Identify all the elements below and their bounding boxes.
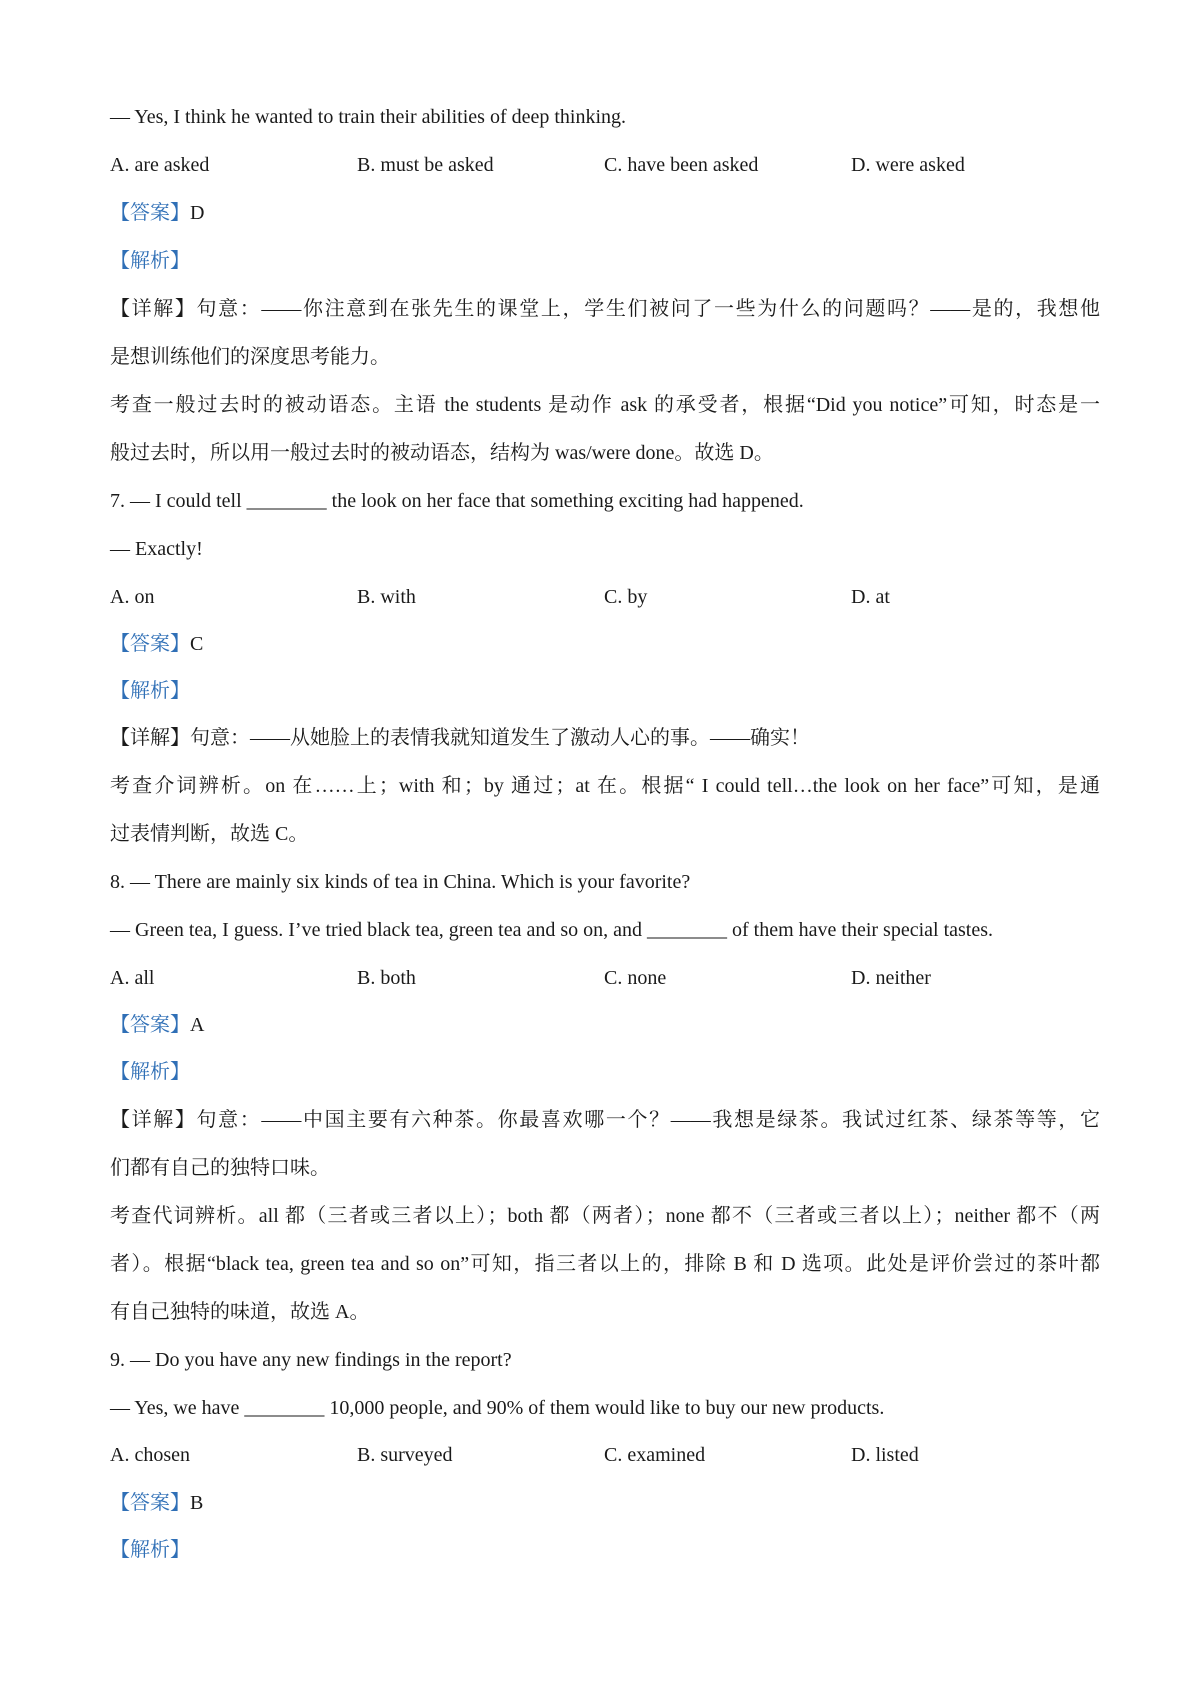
- q9-option-d: D. listed: [851, 1444, 919, 1466]
- q8-stem: 8. — There are mainly six kinds of tea in China. Which is your favorite?: [110, 871, 691, 893]
- answer-value: A: [190, 1014, 205, 1036]
- q7-analysis: [110, 677, 1100, 705]
- q7-reply: — Exactly!: [110, 538, 203, 560]
- detail-text: 句意：——你注意到在张先生的课堂上，学生们被问了一些为什么的问题吗？——是的，我想他: [196, 298, 1101, 320]
- q7-stem: 7. — I could tell ________ the look on her face that something exciting had happened.: [110, 490, 804, 512]
- q9-answer: [110, 1489, 1100, 1517]
- q7-answer: [110, 630, 1100, 658]
- q6-option-d: D. were asked: [851, 154, 965, 176]
- q8-detail-line-2: 们都有自己的独特口味。: [110, 1157, 330, 1179]
- q7-option-d: D. at: [851, 586, 890, 608]
- q6-option-b: B. must be asked: [357, 154, 494, 176]
- analysis-tag: 【解析】: [110, 680, 190, 702]
- q8-option-d: D. neither: [851, 967, 931, 989]
- q7-option-c: C. by: [604, 586, 648, 608]
- q8-detail-line-1: [110, 1106, 1100, 1134]
- q6-answer: [110, 199, 1100, 227]
- q7-option-a: A. on: [110, 586, 155, 608]
- q9-option-a: A. chosen: [110, 1444, 190, 1466]
- answer-tag: 【答案】: [110, 633, 190, 655]
- q6-detail-line-1: [110, 295, 1100, 323]
- q6-option-c: C. have been asked: [604, 154, 759, 176]
- answer-tag: 【答案】: [110, 1492, 190, 1514]
- q6-explain-line-1: 考查一般过去时的被动语态。主语 the students 是动作 ask 的承受者，根据“Did you notice”可知，时态是一: [110, 394, 1100, 416]
- q7-option-b: B. with: [357, 586, 416, 608]
- q7-explain-line-1: 考查介词辨析。on 在……上；with 和；by 通过；at 在。根据“ I could tell…the look on her face”可知，是通: [110, 775, 1100, 797]
- q9-option-b: B. surveyed: [357, 1444, 453, 1466]
- answer-tag: 【答案】: [110, 1014, 190, 1036]
- q6-detail-line-2: 是想训练他们的深度思考能力。: [110, 346, 390, 368]
- q6-explain-line-2: 般过去时，所以用一般过去时的被动语态，结构为 was/were done。故选 D。: [110, 442, 774, 464]
- detail-tag: 【详解】: [110, 727, 190, 749]
- q6-option-a: A. are asked: [110, 154, 210, 176]
- answer-tag: 【答案】: [110, 202, 190, 224]
- q8-answer: [110, 1011, 1100, 1039]
- q7-explain-line-2: 过表情判断，故选 C。: [110, 823, 309, 845]
- analysis-tag: 【解析】: [110, 1061, 190, 1083]
- q9-analysis: [110, 1536, 1100, 1564]
- q9-reply: — Yes, we have ________ 10,000 people, and 90% of them would like to buy our new products.: [110, 1397, 885, 1419]
- q6-reply: — Yes, I think he wanted to train their abilities of deep thinking.: [110, 106, 627, 128]
- answer-value: D: [190, 202, 205, 224]
- detail-tag: 【详解】: [110, 1109, 197, 1131]
- q8-explain-line-3: 有自己独特的味道，故选 A。: [110, 1301, 370, 1323]
- q9-option-c: C. examined: [604, 1444, 706, 1466]
- detail-tag: 【详解】: [110, 298, 197, 320]
- q8-option-c: C. none: [604, 967, 667, 989]
- q8-explain-line-1: 考查代词辨析。all 都（三者或三者以上）；both 都（两者）；none 都不（三者或三者以上）；neither 都不（两: [110, 1205, 1100, 1227]
- q8-explain-line-2: 者）。根据“black tea, green tea and so on”可知，指三者以上的，排除 B 和 D 选项。此处是评价尝过的茶叶都: [110, 1253, 1100, 1275]
- q7-detail-line-1: [110, 724, 1100, 752]
- q8-option-a: A. all: [110, 967, 155, 989]
- q8-analysis: [110, 1058, 1100, 1086]
- analysis-tag: 【解析】: [110, 1539, 190, 1561]
- q6-analysis: [110, 247, 1100, 275]
- detail-text: 句意：——中国主要有六种茶。你最喜欢哪一个？——我想是绿茶。我试过红茶、绿茶等等，它: [196, 1109, 1101, 1131]
- q9-stem: 9. — Do you have any new findings in the report?: [110, 1349, 512, 1371]
- answer-value: B: [190, 1492, 204, 1514]
- q8-reply: — Green tea, I guess. I’ve tried black tea, green tea and so on, and ________ of them have their special tastes.: [110, 919, 994, 941]
- q8-option-b: B. both: [357, 967, 416, 989]
- analysis-tag: 【解析】: [110, 250, 190, 272]
- detail-text: 句意：——从她脸上的表情我就知道发生了激动人心的事。——确实！: [190, 727, 810, 749]
- answer-value: C: [190, 633, 204, 655]
